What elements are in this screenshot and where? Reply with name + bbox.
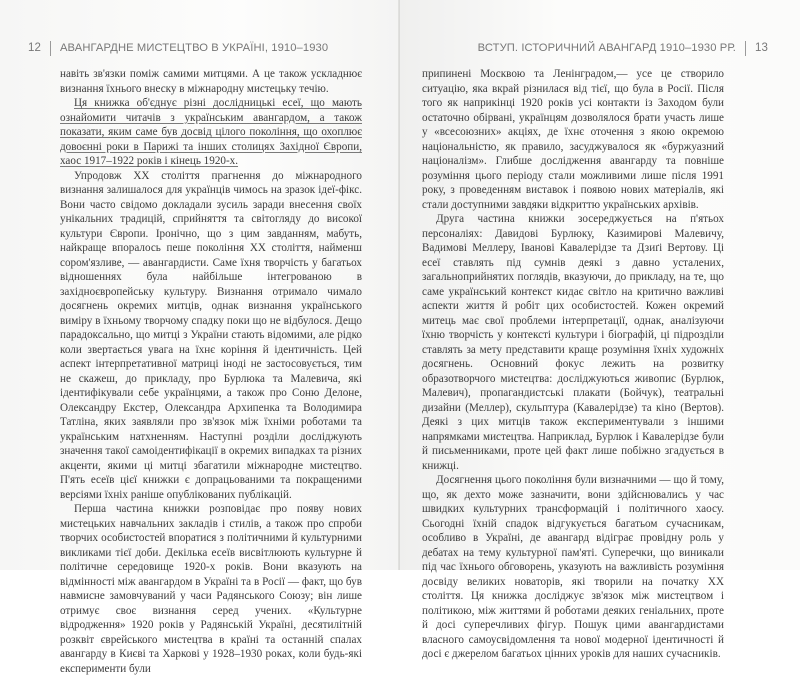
paragraph: Друга частина книжки зосереджується на п'ятьох персоналіях: Давидові Бурлюку, Казимирові Малевичу, Вадимові Меллеру, Іванові Кавалерідзе та Дзиґі Вертову. Ці есеї ставлять під сумнів деякі з давно усталених, загальноприйнятих поглядів, вказуючи, до прикладу, на те, що саме український контекст кидає світло на критично важливі аспекти життя й робіт цих особистостей. Кожен окремий митець має свої проблеми інтерпретації, однак, аналізуючи їхню творчість у контексті культури і біографій, ці підрозділи ставлять за мету представити краще розуміння їхніх художніх досягнень. Основний фокус лежить на розвитку образотворчого мистецтва: досліджуються живопис (Бурлюк, Малевич), пропагандистські плакати (Бойчук), театральні дизайни (Меллер), скульптура (Кавалерідзе) та кіно (Вертов). Деякі з цих митців також експериментували з іншими напрямками мистецтва. Наприклад, Бурлюк і Кавалерідзе були й письменниками, проте цей факт лише побіжно згадується в книжці.	[422, 213, 724, 472]
left-page-body	[60, 67, 362, 676]
paragraph: навіть зв'язки поміж самими митцями. А це також ускладнює визнання їхнього внеску в міжнародну мистецьку течію.	[60, 68, 362, 95]
header-divider	[745, 41, 746, 56]
paragraph: Ця книжка об'єднує різні дослідницькі есеї, що мають ознайомити читачів з українським авангардом, а також показати, яким саме був досвід цілого покоління, що охоплює довоєнні роки в Парижі та інших столицях Західної Європи, хаос 1917–1922 років і кінець 1920-х.	[60, 97, 362, 167]
paragraph: Упродовж XX століття прагнення до міжнародного визнання залишалося для українців чимось на зразок ідеї-фікс. Вони часто свідомо докладали зусиль заради внесення своїх унікальних традицій, сприйняття та світогляду до високої культури Європи. Іронічно, що з цим завданням, мабуть, найкраще впоралось пеше покоління XX століття, найменш сором'язливе, — авангардисти. Саме їхня творчість у багатьох відношеннях була найбільше інтегрованою в західноєвропейську культуру. Визнання отримало чимало досягнень окремих митців, однак визнання українського виміру в їхньому творчому спадку поки що не відбулося. Дещо парадоксально, що митці з України стають відомими, але рідко коли звертається увага на їхнє коріння й ідентичність. Цей аспект інтерпретативної матриці іноді не застосовується, тим не скажеш, до прикладу, про Бурлюка та Малевича, які ідентифікували себе українцями, а також про Соню Делоне, Олександру Екстер, Олександра Архипенка та Володимира Татліна, яких заявляли про зв'язок між їхніми роботами та українським натхненням. Наступні розділи досліджують значення такої самоідентифікації в окремих випадках та різних акценти, якими ці митці збагатили міжнародне мистецтво. П'ять есеїв цієї книжки є допрацьованими та покращеними версіями їхніх раніше опублікованих публікацій.	[60, 169, 362, 501]
right-running-header	[478, 40, 768, 56]
left-page	[0, 0, 400, 675]
left-header-title: АВАНГАРДНЕ МИСТЕЦТВО В УКРАЇНІ, 1910–1930	[60, 42, 329, 54]
left-page-number: 12	[28, 42, 41, 54]
paragraph: Досягнення цього покоління були визначними — що й тому, що, як дехто може зазначити, вони здійснювались у час швидких культурних трансформацій і політичного хаосу. Сьогодні їхній спадок відгукується багатьом сучасникам, особливо в Україні, де авангард відіграє провідну роль у дебатах на тему культурної пам'яті. Суперечки, що виникали під час їхнього обговорень, указують на важливість розуміння досвіду великих новаторів, які творили на початку XX століття. Ця книжка досліджує зв'язок між мистецтвом і політикою, між життями й роботами деяких геніальних, проте й досі суперечливих фігур. Пошук цими авангардистами власного самоусвідомлення та нової модерної ідентичності й досі є джерелом багатьох цінних уроків для наших сучасників.	[422, 474, 724, 660]
right-page	[400, 0, 800, 660]
left-running-header	[28, 40, 328, 56]
paragraph: припинені Москвою та Ленінградом,— усе це створило ситуацію, яка вкрай різнилася від тієї, що була в Росії. Після того як наприкінці 1920 років усі контакти із Заходом були остаточно обірвані, українцям дозволялося брати участь лише у «всесоюзних» акціях, де їхнє оточення з якою окремою національністю, як правило, засуджувалося як «буржуазний націоналізм». Глибше дослідження авангарду та повніше розуміння цього періоду стали можливими лише після 1991 року, з проведенням виставок і появою нових матеріалів, які стали доступними завдяки відкриттю українських архівів.	[422, 68, 724, 211]
header-divider	[50, 41, 51, 56]
right-page-number: 13	[755, 42, 768, 54]
right-page-body	[422, 67, 724, 662]
paragraph: Перша частина книжки розповідає про появу нових мистецьких навчальних закладів і стилів, а також про спроби творчих особистостей впоратися з політичними й культурними викликами тієї доби. Декілька есеїв висвітлюють культурне й політичне середовище 1920-х років. Вони вказують на відмінності між авангардом в Україні та в Росії — факт, що був навмисне замовчуваний у часи Радянського Союзу; він лише отримує своє визнання серед учених. «Культурне відродження» 1920 років у Радянській Україні, десятилітній розквіт єврейського мистецтва в країні та останній спалах авангарду в Києві та Харкові у 1928–1930 роках, коли будь-які експерименти були	[60, 503, 362, 675]
right-header-title: ВСТУП. ІСТОРИЧНИЙ АВАНГАРД 1910–1930 РР.	[477, 42, 736, 54]
